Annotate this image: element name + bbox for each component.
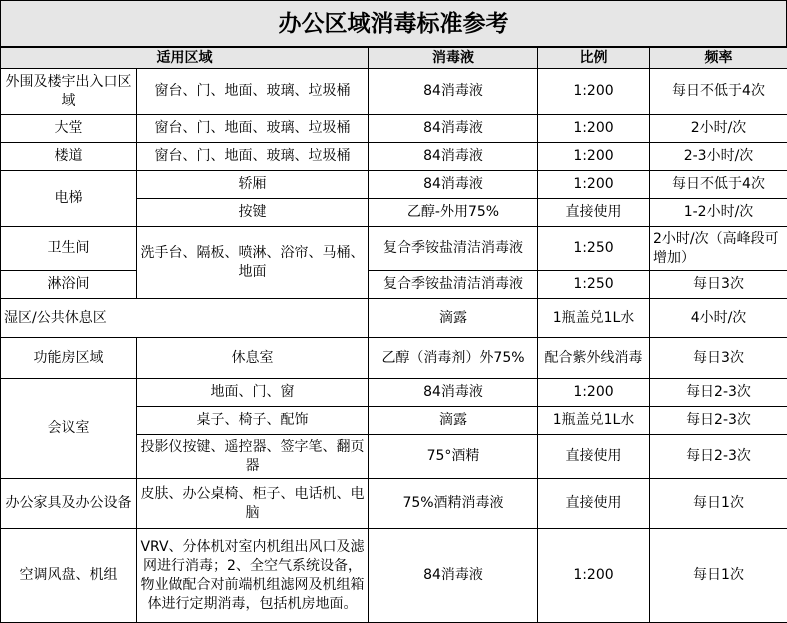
frequency-cell: 每日1次 <box>650 529 787 623</box>
ratio-cell: 1:200 <box>538 171 650 199</box>
frequency-cell: 每日不低于4次 <box>650 69 787 115</box>
area-cell: 办公家具及办公设备 <box>1 479 137 529</box>
frequency-cell: 4小时/次 <box>650 299 787 338</box>
frequency-cell: 每日2-3次 <box>650 407 787 435</box>
frequency-cell: 每日3次 <box>650 338 787 379</box>
table-row <box>1 69 787 115</box>
area-cell: 大堂 <box>1 115 137 143</box>
frequency-cell: 2-3小时/次 <box>650 143 787 171</box>
item-cell: 休息室 <box>137 338 369 379</box>
area-cell: 卫生间 <box>1 227 137 271</box>
disinfectant-cell: 84消毒液 <box>369 115 538 143</box>
area-cell: 会议室 <box>1 379 137 479</box>
table-row <box>1 338 787 379</box>
area-cell: 空调风盘、机组 <box>1 529 137 623</box>
header-disinfectant: 消毒液 <box>369 48 538 69</box>
header-row <box>1 48 787 69</box>
area-cell: 楼道 <box>1 143 137 171</box>
frequency-cell: 2小时/次（高峰段可增加） <box>650 227 787 271</box>
item-cell: 窗台、门、地面、玻璃、垃圾桶 <box>137 69 369 115</box>
frequency-cell: 2小时/次 <box>650 115 787 143</box>
disinfectant-cell: 复合季铵盐清洁消毒液 <box>369 271 538 299</box>
ratio-cell: 直接使用 <box>538 199 650 227</box>
area-cell: 淋浴间 <box>1 271 137 299</box>
disinfectant-cell: 84消毒液 <box>369 379 538 407</box>
item-cell: 投影仪按键、遥控器、签字笔、翻页器 <box>137 435 369 479</box>
ratio-cell: 1:200 <box>538 379 650 407</box>
table-title: 办公区域消毒标准参考 <box>0 0 787 47</box>
disinfectant-cell: 乙醇（消毒剂）外75% <box>369 338 538 379</box>
disinfectant-cell: 75°酒精 <box>369 435 538 479</box>
ratio-cell: 1:250 <box>538 227 650 271</box>
item-cell: 洗手台、隔板、喷淋、浴帘、马桶、地面 <box>137 227 369 299</box>
ratio-cell: 1:250 <box>538 271 650 299</box>
table-row <box>1 115 787 143</box>
frequency-cell: 每日2-3次 <box>650 435 787 479</box>
area-cell: 外围及楼宇出入口区域 <box>1 69 137 115</box>
ratio-cell: 1:200 <box>538 69 650 115</box>
ratio-cell: 配合紫外线消毒 <box>538 338 650 379</box>
area-cell: 电梯 <box>1 171 137 227</box>
frequency-cell: 每日2-3次 <box>650 379 787 407</box>
ratio-cell: 1:200 <box>538 529 650 623</box>
frequency-cell: 每日不低于4次 <box>650 171 787 199</box>
ratio-cell: 1瓶盖兑1L水 <box>538 299 650 338</box>
disinfectant-cell: 84消毒液 <box>369 171 538 199</box>
table-row <box>1 299 787 338</box>
item-cell: VRV、分体机对室内机组出风口及滤网进行消毒；2、全空气系统设备，物业做配合对前端机组滤网及机组箱体进行定期消毒，包括机房地面。 <box>137 529 369 623</box>
disinfectant-cell: 滴露 <box>369 407 538 435</box>
item-cell: 地面、门、窗 <box>137 379 369 407</box>
ratio-cell: 直接使用 <box>538 435 650 479</box>
disinfectant-cell: 75%酒精消毒液 <box>369 479 538 529</box>
disinfectant-cell: 84消毒液 <box>369 69 538 115</box>
item-cell: 按键 <box>137 199 369 227</box>
frequency-cell: 1-2小时/次 <box>650 199 787 227</box>
header-frequency: 频率 <box>650 48 787 69</box>
table-row <box>1 379 787 407</box>
item-cell: 桌子、椅子、配饰 <box>137 407 369 435</box>
area-cell: 功能房区域 <box>1 338 137 379</box>
table-row <box>1 227 787 271</box>
table-row <box>1 271 787 299</box>
table-row <box>1 143 787 171</box>
ratio-cell: 1瓶盖兑1L水 <box>538 407 650 435</box>
item-cell: 窗台、门、地面、玻璃、垃圾桶 <box>137 143 369 171</box>
ratio-cell: 1:200 <box>538 143 650 171</box>
table-row <box>1 529 787 623</box>
area-cell: 湿区/公共休息区 <box>1 299 369 338</box>
table-row <box>1 171 787 199</box>
header-ratio: 比例 <box>538 48 650 69</box>
ratio-cell: 1:200 <box>538 115 650 143</box>
disinfectant-cell: 复合季铵盐清洁消毒液 <box>369 227 538 271</box>
disinfection-table <box>0 47 787 623</box>
disinfectant-cell: 滴露 <box>369 299 538 338</box>
frequency-cell: 每日1次 <box>650 479 787 529</box>
disinfectant-cell: 84消毒液 <box>369 529 538 623</box>
table-row <box>1 479 787 529</box>
disinfectant-cell: 乙醇-外用75% <box>369 199 538 227</box>
disinfectant-cell: 84消毒液 <box>369 143 538 171</box>
item-cell: 皮肤、办公桌椅、柜子、电话机、电脑 <box>137 479 369 529</box>
item-cell: 轿厢 <box>137 171 369 199</box>
ratio-cell: 直接使用 <box>538 479 650 529</box>
item-cell: 窗台、门、地面、玻璃、垃圾桶 <box>137 115 369 143</box>
header-area: 适用区域 <box>1 48 369 69</box>
frequency-cell: 每日3次 <box>650 271 787 299</box>
